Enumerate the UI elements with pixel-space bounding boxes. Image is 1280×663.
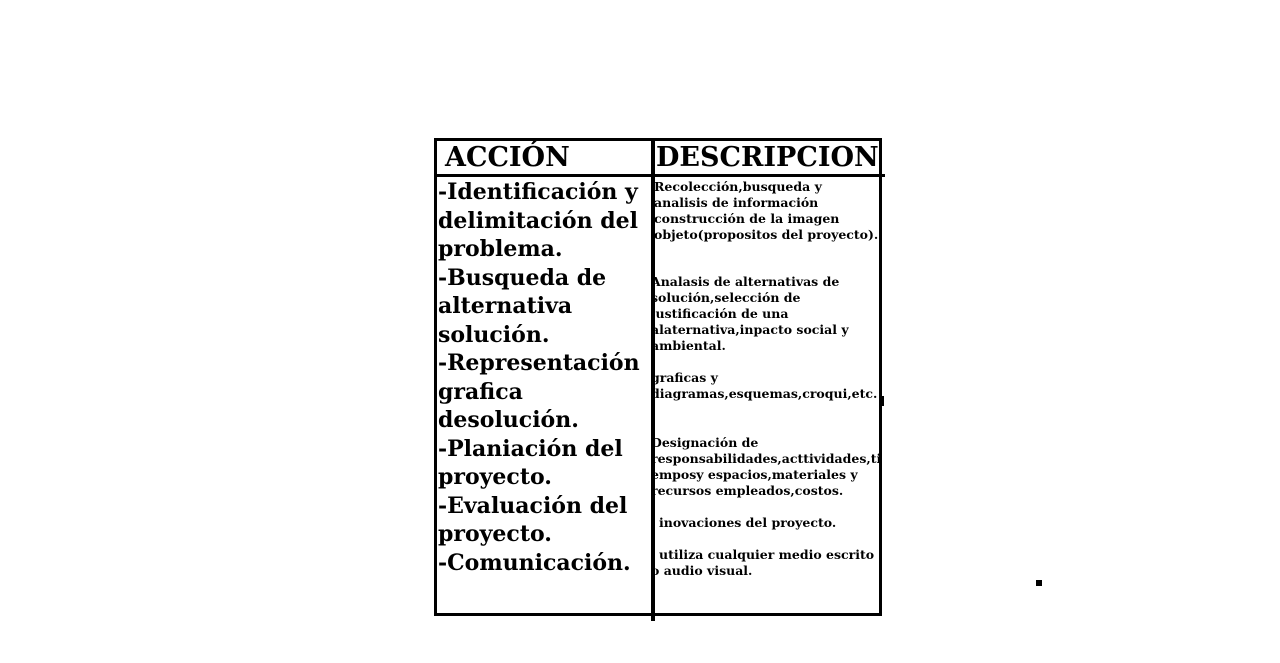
accion-item: -Busqueda de alternativa solución. [438, 264, 607, 348]
descripcion-item: inovaciones del proyecto. [659, 515, 837, 530]
accion-item: -Identificación y delimitación del problema. [438, 179, 638, 262]
accion-item: -Comunicación. [438, 549, 631, 576]
descripcion-item: Analasis de alternativas de solución,selección de justificación de una alaternativa,inpacto social y ambiental. [651, 274, 849, 353]
descripcion-item: graficas y diagramas,esquemas,croqui,etc. [651, 370, 878, 401]
accion-item: -Representación grafica desolución. [438, 350, 640, 433]
descripcion-item: utiliza cualquier medio escrito o audio visual. [651, 547, 875, 578]
descripcion-item: Recolección,busqueda y analisis de información construcción de la imagen objeto(propositos del proyecto). [654, 179, 879, 242]
descripcion-item: Designación de responsabilidades,acttividades,ti emposy espacios,materiales y recursos empleados,costos. [651, 435, 882, 498]
action-description-table [434, 138, 882, 616]
header-accion: ACCIÓN [445, 142, 570, 173]
header-divider [437, 174, 885, 177]
accion-item: -Planiación del proyecto. [438, 435, 623, 490]
dot-mark [1036, 580, 1042, 586]
accion-item: -Evaluación del proyecto. [438, 492, 628, 547]
acciones-column [438, 178, 650, 577]
header-descripcion: DESCRIPCION [656, 142, 879, 173]
